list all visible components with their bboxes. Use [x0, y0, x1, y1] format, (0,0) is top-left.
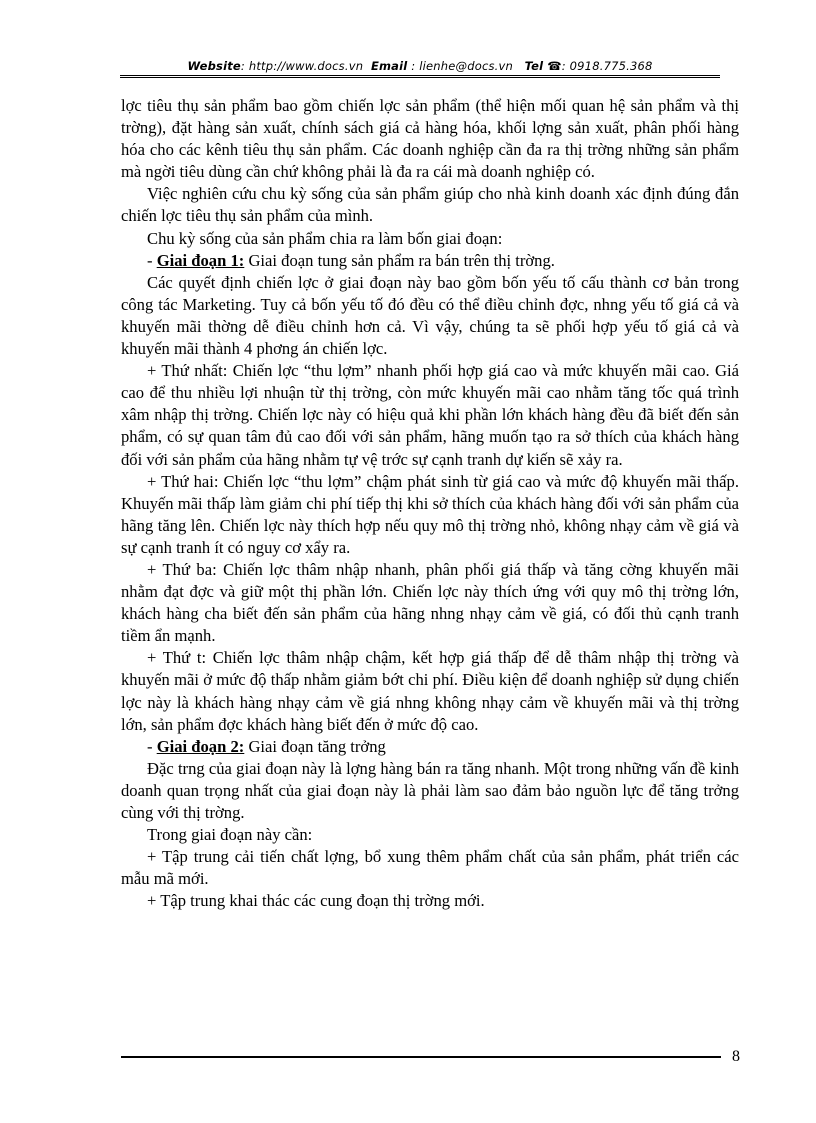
paragraph: + Thứ ba: Chiến lợc thâm nhập nhanh, phân phối giá thấp và tăng cờng khuyến mãi nhằm đạt đợc và giữ một thị phần lớn. Chiến lợc này thích ứng với quy mô thị trờng lớn, khách hàng cha biết đến sản phẩm của hãng nhng nhạy cảm về giá, có đối thủ cạnh tranh tiềm ẩn mạnh. [121, 559, 739, 646]
phase-2-dash: - [147, 736, 157, 756]
website-value: : http://www.docs.vn [240, 59, 364, 73]
paragraph: + Thứ hai: Chiến lợc “thu lợm” chậm phát sinh từ giá cao và mức độ khuyến mãi thấp. Khuyến mãi thấp làm giảm chi phí tiếp thị khi sở thích của khách hàng đối với sản phẩm của hãng tăng lên. Chiến lợc này thích hợp nếu quy mô thị trờng nhỏ, không nhạy cảm về giá và sự cạnh tranh ít có nguy cơ xẩy ra. [121, 471, 739, 557]
phase-2-heading [121, 736, 739, 758]
paragraph: + Thứ t: Chiến lợc thâm nhập chậm, kết hợp giá thấp để dễ thâm nhập thị trờng và khuyến mãi ở mức độ thấp nhằm giảm bớt chi phí. Điều kiện để doanh nghiệp sử dụng chiến lợc này là khách hàng nhạy cảm về giá nhng không nhạy cảm về khuyến mãi và thị trờng lớn, sản phẩm đợc khách hàng biết đến ở mức độ cao. [121, 648, 739, 734]
tel-label: Tel [524, 59, 544, 73]
phase-1-label: Giai đoạn 1: [156, 250, 245, 270]
paragraph: + Tập trung cải tiến chất lợng, bổ xung thêm phẩm chất của sản phẩm, phát triển các mẫu mã mới. [121, 847, 739, 889]
paragraph: Chu kỳ sống của sản phẩm chia ra làm bốn giai đoạn: [147, 228, 503, 248]
paragraph: + Tập trung khai thác các cung đoạn thị trờng mới. [147, 891, 485, 911]
phase-1-heading [121, 250, 739, 272]
paragraph: Đặc trng của giai đoạn này là lợng hàng bán ra tăng nhanh. Một trong những vấn đề kinh doanh quan trọng nhất của giai đoạn này là phải làm sao đảm bảo nguồn lực để tăng trởng cùng với thị trờng. [121, 758, 739, 822]
email-value: : lienhe@docs.vn [411, 59, 514, 73]
phase-2-label: Giai đoạn 2: [156, 736, 245, 756]
paragraph: Các quyết định chiến lợc ở giai đoạn này bao gồm bốn yếu tố cấu thành cơ bản trong công tác Marketing. Tuy cả bốn yếu tố đó đều có thể điều chỉnh đợc, nhng yếu tố giá cả và khuyến mãi thờng dễ điều chỉnh hơn cả. Vì vậy, chúng ta sẽ phối hợp yếu tố giá cả và khuyến mãi thành 4 phơng án chiến lợc. [121, 272, 739, 359]
header-rule-top [120, 75, 720, 76]
email-label: Email [370, 59, 408, 73]
page-number: 8 [732, 1048, 740, 1065]
phase-1-text: Giai đoạn tung sản phẩm ra bán trên thị trờng. [244, 250, 555, 270]
tel-value: : 0918.775.368 [561, 59, 653, 73]
phone-icon: ☎ [547, 59, 562, 73]
phase-2-text: Giai đoạn tăng trởng [244, 736, 386, 756]
document-body [121, 95, 739, 912]
footer-rule [121, 1056, 721, 1058]
paragraph: lợc tiêu thụ sản phẩm bao gồm chiến lợc sản phẩm (thể hiện mối quan hệ sản phẩm và thị trờng), đặt hàng sản xuất, chính sách giá cả hàng hóa, khối lợng sản xuất, phân phối hàng hóa cho các kênh tiêu thụ sản phẩm. Các doanh nghiệp cần đa ra thị trờng những sản phẩm mà ngời tiêu dùng cần chứ không phải là đa ra cái mà doanh nghiệp có. [121, 96, 739, 182]
header-rule-bottom [120, 77, 720, 78]
paragraph: Trong giai đoạn này cần: [147, 825, 313, 845]
paragraph: Việc nghiên cứu chu kỳ sống của sản phẩm giúp cho nhà kinh doanh xác định đúng đắn chiến lợc tiêu thụ sản phẩm của mình. [121, 184, 739, 226]
page-header [120, 58, 720, 80]
phase-1-dash: - [147, 250, 157, 270]
header-contact-line [120, 58, 720, 74]
paragraph: + Thứ nhất: Chiến lợc “thu lợm” nhanh phối hợp giá cao và mức khuyến mãi cao. Giá cao để thu nhiều lợi nhuận từ thị trờng, còn mức khuyến mãi cao nhằm tăng tốc quá trình xâm nhập thị trờng. Chiến lợc này có hiệu quả khi phần lớn khách hàng đều đã biết đến sản phẩm, có sự quan tâm đủ cao đối với sản phẩm, hãng muốn tạo ra sở thích của khách hàng đối với sản phẩm của hãng nhằm tự vệ trớc sự cạnh tranh dự kiến sẽ xảy ra. [121, 361, 739, 469]
website-label: Website [187, 59, 241, 73]
